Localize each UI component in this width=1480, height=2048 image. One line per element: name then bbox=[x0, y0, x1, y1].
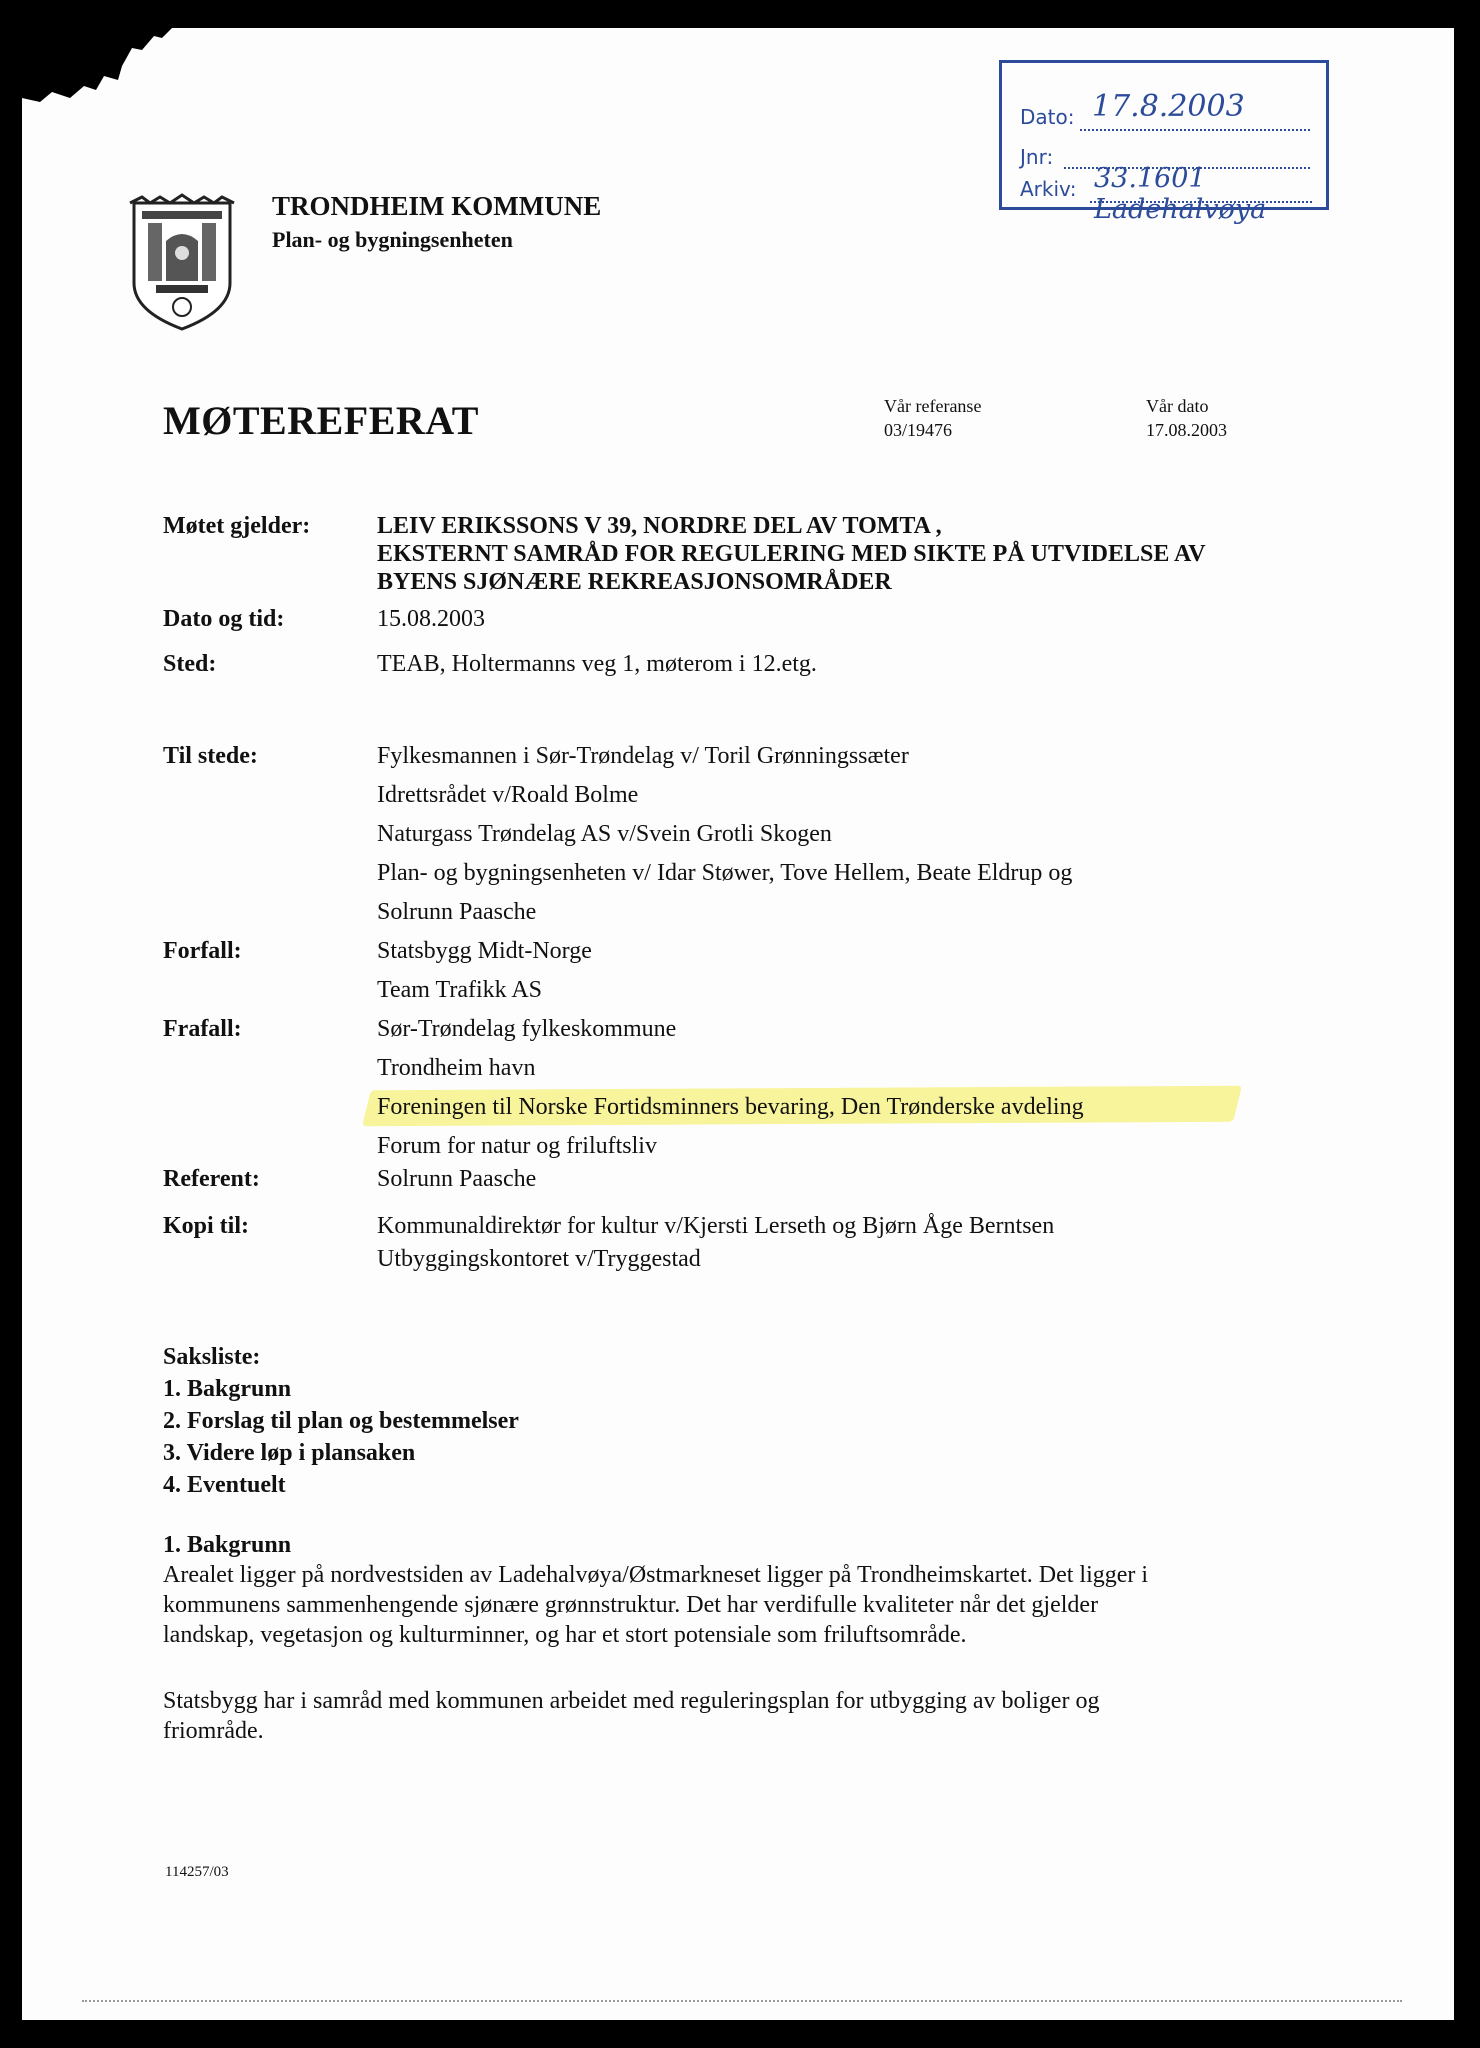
subject-line: BYENS SJØNÆRE REKREASJONSOMRÅDER bbox=[377, 569, 892, 595]
present-item: Plan- og bygningsenheten v/ Idar Støwer, Tove Hellem, Beate Eldrup og bbox=[377, 860, 1073, 886]
organization-unit: Plan- og bygningsenheten bbox=[272, 227, 513, 252]
torn-corner bbox=[22, 28, 192, 118]
datetime-value: 15.08.2003 bbox=[377, 606, 485, 632]
received-stamp bbox=[999, 60, 1329, 225]
present-item: Fylkesmannen i Sør-Trøndelag v/ Toril Grønningssæter bbox=[377, 743, 909, 769]
agenda-item: 3. Videre løp i plansaken bbox=[163, 1440, 416, 1466]
date-label: Vår dato bbox=[1146, 396, 1209, 416]
scan-noise bbox=[82, 2000, 1402, 2002]
absent-label: Forfall: bbox=[163, 938, 242, 964]
document-number: 114257/03 bbox=[165, 1864, 229, 1880]
stamp-dato-value: 17.8.2003 bbox=[1092, 89, 1245, 124]
absent-item: Statsbygg Midt-Norge bbox=[377, 938, 592, 964]
agenda-item: 1. Bakgrunn bbox=[163, 1376, 292, 1402]
declined-item: Forum for natur og friluftsliv bbox=[377, 1133, 657, 1159]
agenda-heading: Saksliste: bbox=[163, 1344, 261, 1370]
declined-label: Frafall: bbox=[163, 1016, 242, 1042]
reference-label: Vår referanse bbox=[884, 396, 982, 416]
referent-value: Solrunn Paasche bbox=[377, 1166, 537, 1192]
declined-item: Sør-Trøndelag fylkeskommune bbox=[377, 1016, 677, 1042]
reference-value: 03/19476 bbox=[884, 420, 953, 440]
subject-line: LEIV ERIKSSONS V 39, NORDRE DEL AV TOMTA , bbox=[377, 513, 942, 539]
declined-item-highlighted: Foreningen til Norske Fortidsminners bevaring, Den Trønderske avdeling bbox=[377, 1094, 1084, 1120]
present-label: Til stede: bbox=[163, 743, 258, 769]
copy-item: Utbyggingskontoret v/Tryggestad bbox=[377, 1246, 701, 1272]
document-title: MØTEREFERAT bbox=[163, 398, 479, 443]
copy-label: Kopi til: bbox=[163, 1213, 250, 1239]
absent-item: Team Trafikk AS bbox=[377, 977, 542, 1003]
stamp-dato-label: Dato: bbox=[1020, 105, 1075, 129]
stamp-arkiv-value: 33.1601 Ladehalvøya bbox=[1094, 163, 1267, 225]
place-label: Sted: bbox=[163, 651, 217, 677]
stamp-arkiv-label: Arkiv: bbox=[1020, 177, 1077, 201]
paragraph-line: Statsbygg har i samråd med kommunen arbeidet med reguleringsplan for utbygging av boliger og bbox=[163, 1688, 1100, 1714]
section-heading: 1. Bakgrunn bbox=[163, 1532, 292, 1558]
document-page bbox=[22, 28, 1454, 2020]
datetime-label: Dato og tid: bbox=[163, 606, 285, 632]
present-item: Solrunn Paasche bbox=[377, 899, 537, 925]
agenda-item: 2. Forslag til plan og bestemmelser bbox=[163, 1408, 519, 1434]
coat-of-arms-icon bbox=[126, 193, 238, 333]
present-item: Naturgass Trøndelag AS v/Svein Grotli Skogen bbox=[377, 821, 832, 847]
subject-label: Møtet gjelder: bbox=[163, 513, 311, 539]
place-value: TEAB, Holtermanns veg 1, møterom i 12.etg. bbox=[377, 651, 817, 677]
present-item: Idrettsrådet v/Roald Bolme bbox=[377, 782, 639, 808]
stamp-dato-line bbox=[1080, 129, 1310, 131]
stamp-jnr-label: Jnr: bbox=[1020, 145, 1054, 169]
paragraph-line: landskap, vegetasjon og kulturminner, og har et stort potensiale som friluftsområde. bbox=[163, 1622, 967, 1648]
referent-label: Referent: bbox=[163, 1166, 260, 1192]
organization-name: TRONDHEIM KOMMUNE bbox=[272, 191, 602, 221]
subject-line: EKSTERNT SAMRÅD FOR REGULERING MED SIKTE PÅ UTVIDELSE AV bbox=[377, 541, 1206, 567]
copy-item: Kommunaldirektør for kultur v/Kjersti Lerseth og Bjørn Åge Berntsen bbox=[377, 1213, 1055, 1239]
agenda-item: 4. Eventuelt bbox=[163, 1472, 286, 1498]
declined-item: Trondheim havn bbox=[377, 1055, 536, 1081]
date-value: 17.08.2003 bbox=[1146, 420, 1227, 440]
paragraph-line: Arealet ligger på nordvestsiden av Ladehalvøya/Østmarkneset ligger på Trondheimskartet. Det ligger i bbox=[163, 1562, 1149, 1588]
paragraph-line: kommunens sammenhengende sjønære grønnstruktur. Det har verdifulle kvaliteter når det gjelder bbox=[163, 1592, 1099, 1618]
paragraph-line: friområde. bbox=[163, 1718, 264, 1744]
